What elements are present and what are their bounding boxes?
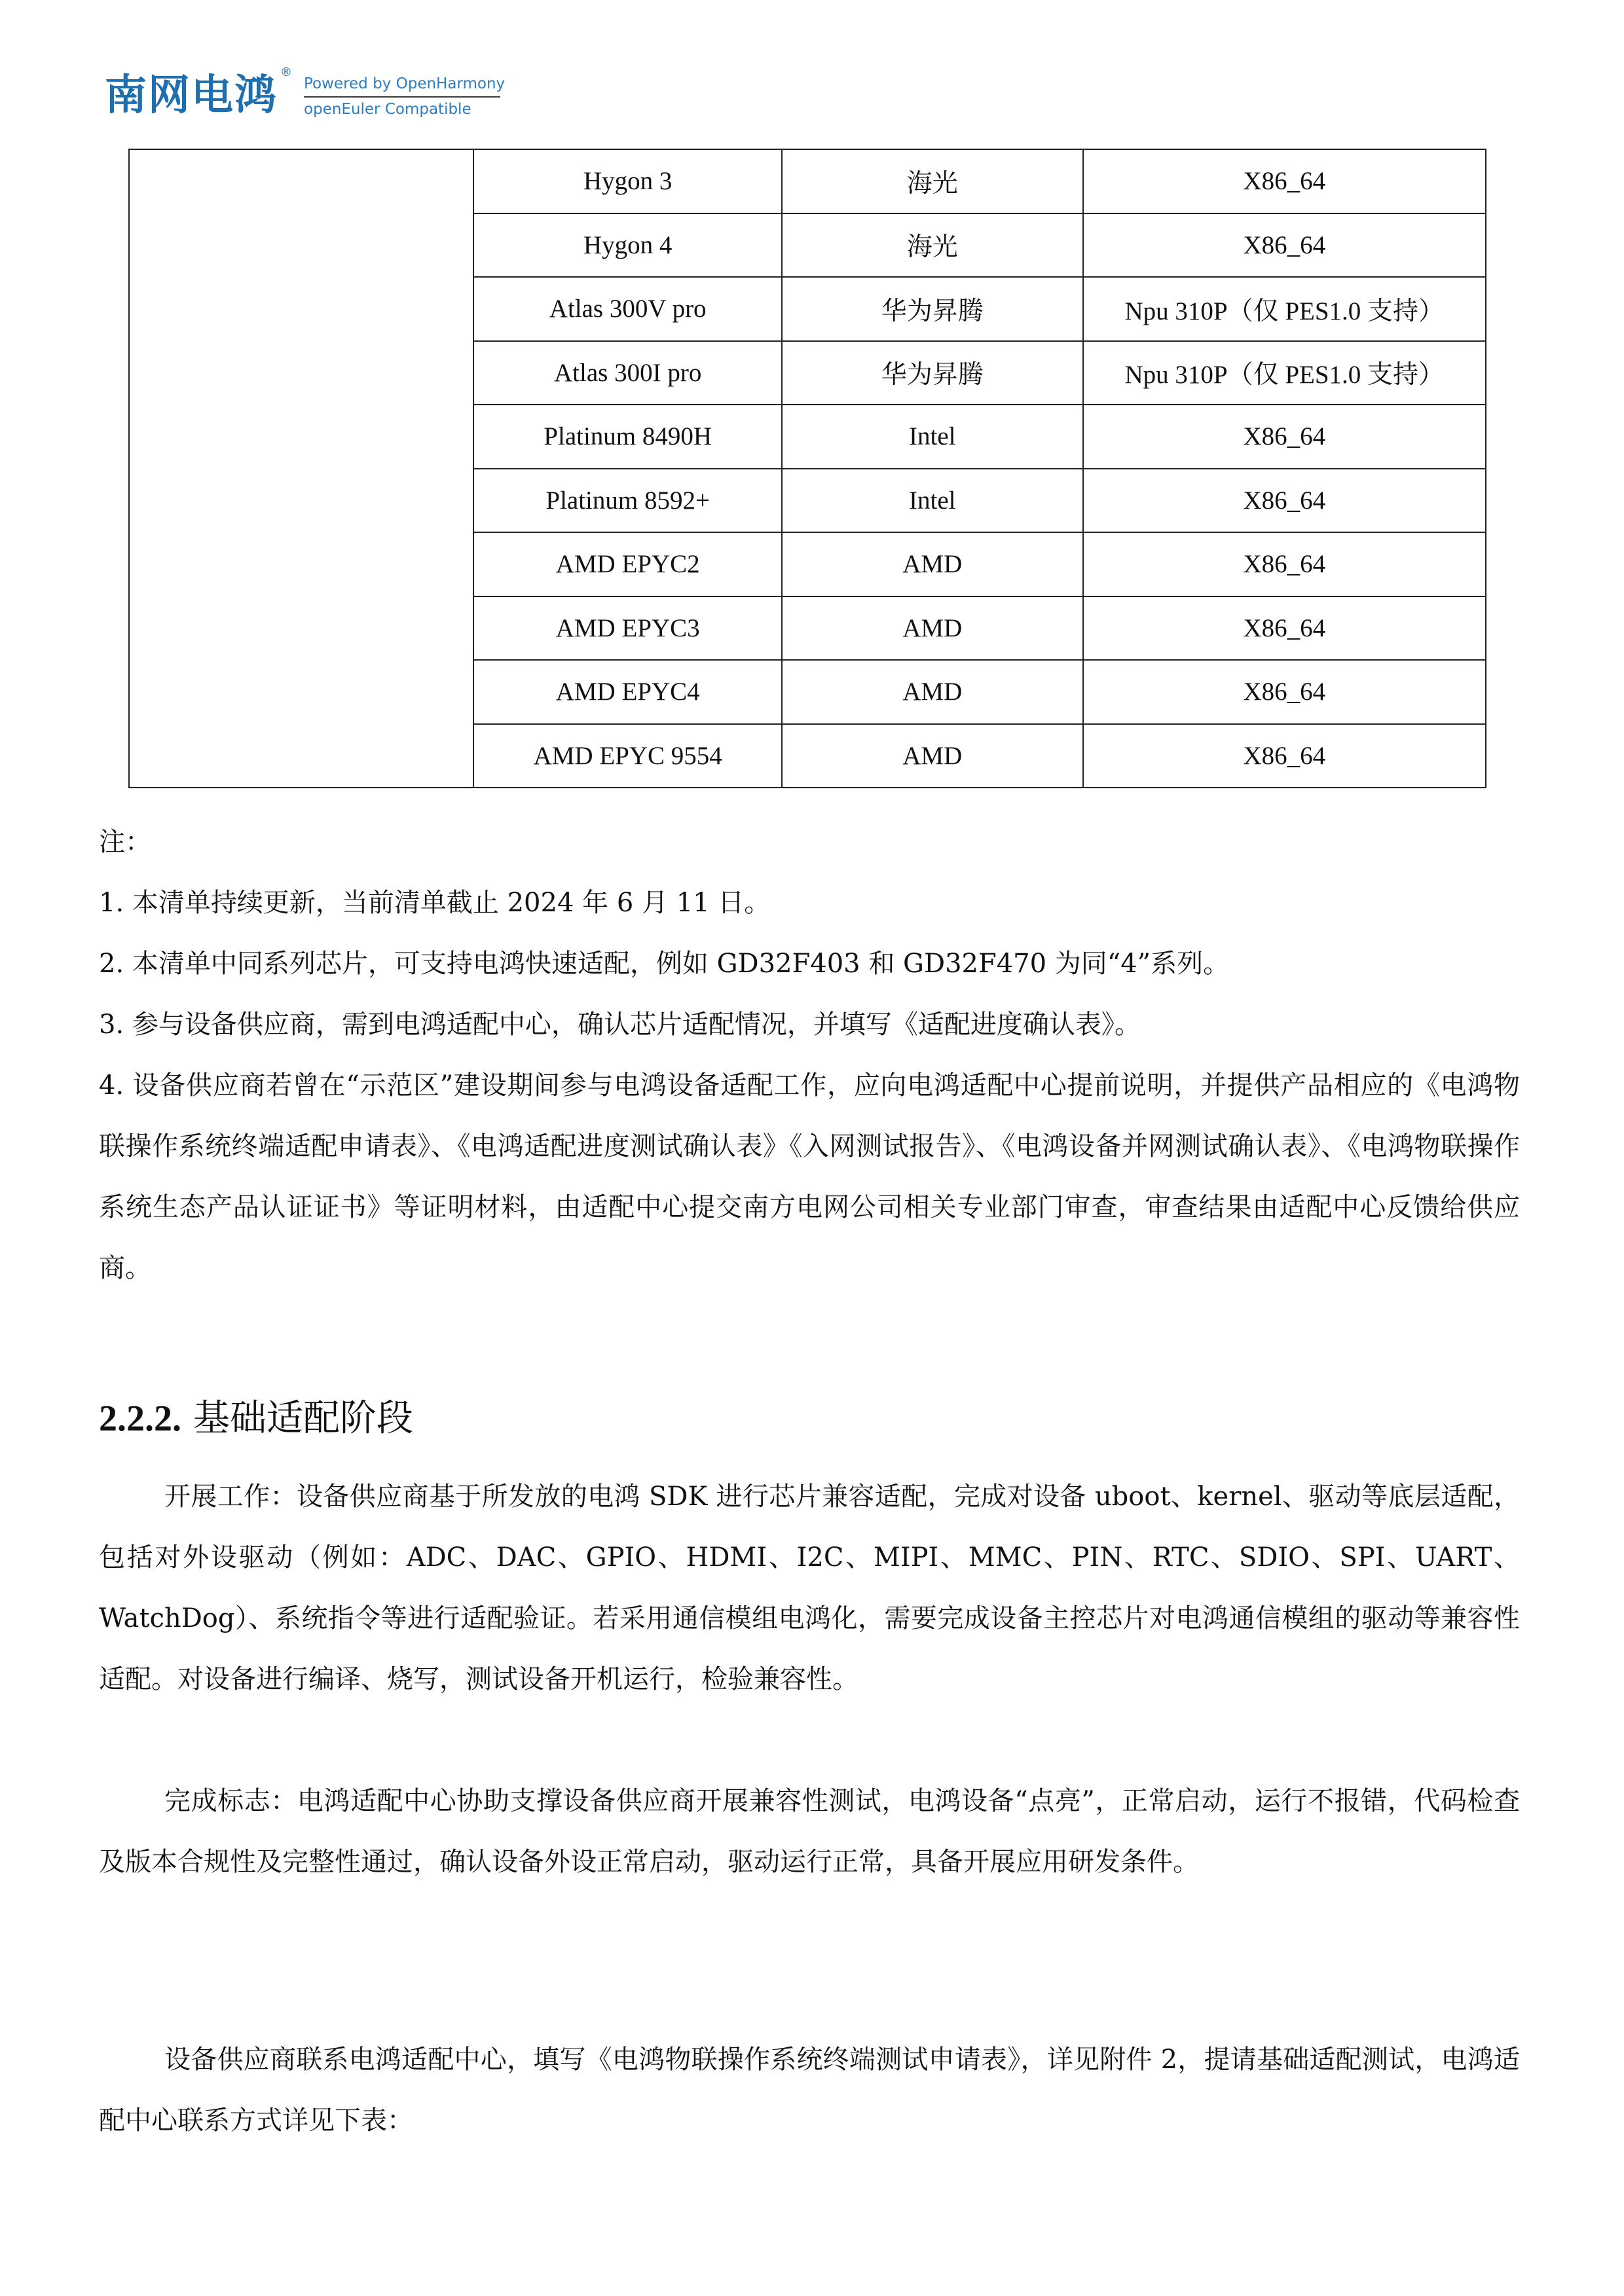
- table-cell-model: AMD EPYC4: [473, 660, 782, 724]
- table-cell-arch: Npu 310P（仅 PES1.0 支持）: [1083, 277, 1486, 341]
- table-cell-vendor: AMD: [782, 532, 1083, 596]
- section-heading: [99, 1389, 413, 1442]
- table-cell-arch: Npu 310P（仅 PES1.0 支持）: [1083, 341, 1486, 405]
- table-cell-vendor: 海光: [782, 213, 1083, 278]
- table-cell-vendor: AMD: [782, 660, 1083, 724]
- table-merged-category-cell: [129, 149, 473, 788]
- section-title: 基础适配阶段: [193, 1397, 413, 1440]
- paragraph-completion: 完成标志：电鸿适配中心协助支撑设备供应商开展兼容性测试，电鸿设备“点亮”，正常启动，运行不报错，代码检查及版本合规性及完整性通过，确认设备外设正常启动，驱动运行正常，具备开展应用研发条件。: [99, 1786, 1520, 1877]
- table-cell-arch: X86_64: [1083, 724, 1486, 788]
- table-cell-model: AMD EPYC2: [473, 532, 782, 596]
- table-cell-vendor: Intel: [782, 405, 1083, 469]
- table-cell-vendor: 华为昇腾: [782, 341, 1083, 405]
- note-item: 3. 参与设备供应商，需到电鸿适配中心，确认芯片适配情况，并填写《适配进度确认表》。: [99, 1010, 1141, 1040]
- table-cell-model: AMD EPYC3: [473, 596, 782, 661]
- table-cell-model: Atlas 300I pro: [473, 341, 782, 405]
- table-cell-model: Platinum 8592+: [473, 469, 782, 533]
- notes-block: [99, 812, 1520, 1299]
- table-cell-vendor: Intel: [782, 469, 1083, 533]
- table-cell-arch: X86_64: [1083, 213, 1486, 278]
- logo-brand-text: 南网电鸿: [105, 71, 278, 120]
- table-cell-arch: X86_64: [1083, 532, 1486, 596]
- notes-label: 注：: [99, 827, 151, 857]
- table-cell-vendor: AMD: [782, 724, 1083, 788]
- table-cell-arch: X86_64: [1083, 596, 1486, 661]
- table-cell-vendor: 华为昇腾: [782, 277, 1083, 341]
- table-row: [129, 149, 1486, 213]
- logo-powered-by: Powered by OpenHarmony: [304, 75, 506, 92]
- table-cell-model: Atlas 300V pro: [473, 277, 782, 341]
- section-number: 2.2.2.: [99, 1398, 181, 1439]
- table-cell-model: Platinum 8490H: [473, 405, 782, 469]
- paragraph-work: 开展工作：设备供应商基于所发放的电鸿 SDK 进行芯片兼容适配，完成对设备 uboot、kernel、驱动等底层适配，包括对外设驱动（例如：ADC、DAC、GPIO、HDMI、I2C、MIPI、MMC、PIN、RTC、SDIO、SPI、UART、WatchDog）、系统指令等进行适配验证。若采用通信模组电鸿化，需要完成设备主控芯片对电鸿通信模组的驱动等兼容性适配。对设备进行编译、烧写，测试设备开机运行，检验兼容性。: [99, 1482, 1520, 1694]
- note-item: 4. 设备供应商若曾在“示范区”建设期间参与电鸿设备适配工作，应向电鸿适配中心提前说明，并提供产品相应的《电鸿物联操作系统终端适配申请表》、《电鸿适配进度测试确认表》《入网测试报告》、《电鸿设备并网测试确认表》、《电鸿物联操作系统生态产品认证证书》等证明材料，由适配中心提交南方电网公司相关专业部门审查，审查结果由适配中心反馈给供应商。: [99, 1070, 1520, 1283]
- table-cell-vendor: AMD: [782, 596, 1083, 661]
- logo-registered-mark: ®: [280, 65, 292, 79]
- table-cell-arch: X86_64: [1083, 660, 1486, 724]
- note-item: 2. 本清单中同系列芯片，可支持电鸿快速适配，例如 GD32F403 和 GD32F470 为同“4”系列。: [99, 949, 1230, 979]
- logo-divider: [304, 96, 500, 98]
- table-cell-arch: X86_64: [1083, 149, 1486, 213]
- table-cell-arch: X86_64: [1083, 469, 1486, 533]
- logo-tagline: [304, 76, 505, 118]
- table-cell-model: Hygon 3: [473, 149, 782, 213]
- logo-compatible: openEuler Compatible: [304, 101, 471, 118]
- note-item: 1. 本清单持续更新，当前清单截止 2024 年 6 月 11 日。: [99, 888, 771, 918]
- paragraph-contact: 设备供应商联系电鸿适配中心，填写《电鸿物联操作系统终端测试申请表》，详见附件 2，提请基础适配测试，电鸿适配中心联系方式详见下表：: [99, 2045, 1520, 2136]
- chip-table: [128, 149, 1486, 788]
- table-cell-vendor: 海光: [782, 149, 1083, 213]
- header-logo: [105, 65, 505, 118]
- table-cell-arch: X86_64: [1083, 405, 1486, 469]
- table-cell-model: AMD EPYC 9554: [473, 724, 782, 788]
- table-cell-model: Hygon 4: [473, 213, 782, 278]
